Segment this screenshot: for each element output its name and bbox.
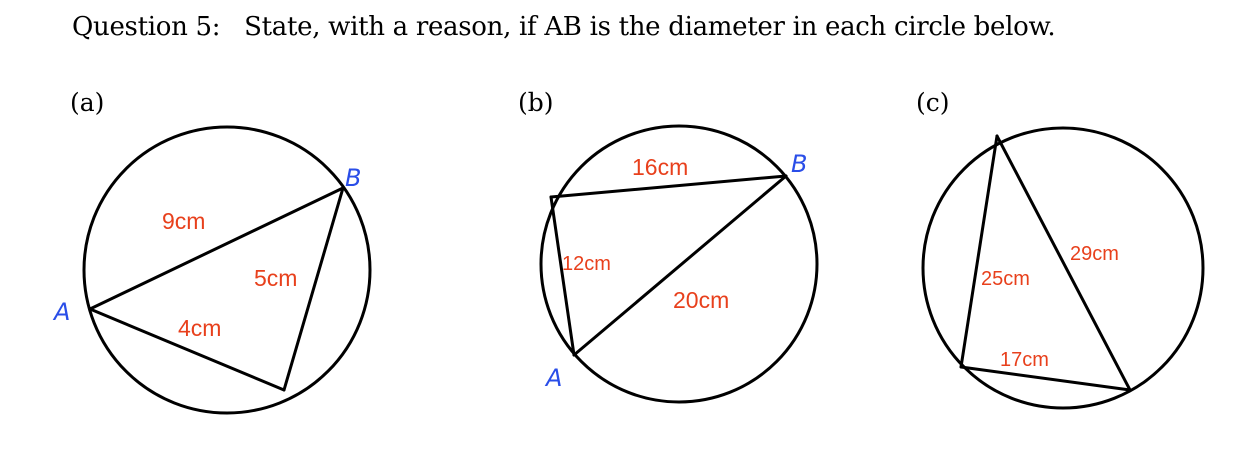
part-a-point-a-label: A <box>54 298 71 326</box>
part-a-point-b-label: B <box>345 164 362 192</box>
part-b-point-a-label: A <box>546 364 563 392</box>
part-b-label: (b) <box>518 88 554 117</box>
part-b-measure-20cm: 20cm <box>673 287 730 313</box>
part-c-figure <box>916 88 1203 408</box>
part-a-circle <box>84 127 370 413</box>
part-a-label: (a) <box>70 88 105 117</box>
question-title: Question 5: State, with a reason, if AB is the diameter in each circle below. <box>72 12 1056 42</box>
part-b-measure-16cm: 16cm <box>632 154 689 180</box>
part-b-measure-12cm: 12cm <box>562 253 611 275</box>
part-c-measure-29cm: 29cm <box>1070 243 1119 265</box>
part-a-measure-5cm: 5cm <box>254 265 298 291</box>
part-b-edge-left <box>551 197 574 355</box>
part-c-circle <box>923 128 1203 408</box>
part-a-measure-9cm: 9cm <box>162 208 206 234</box>
part-c-edge-left <box>961 136 997 367</box>
part-b-figure <box>518 88 817 402</box>
part-a-edge-ab <box>90 188 343 309</box>
part-b-point-b-label: B <box>791 150 808 178</box>
part-c-measure-25cm: 25cm <box>981 268 1030 290</box>
part-c-measure-17cm: 17cm <box>1000 349 1049 371</box>
part-a-figure <box>52 88 370 413</box>
part-a-measure-4cm: 4cm <box>178 315 222 341</box>
part-c-label: (c) <box>916 88 950 117</box>
